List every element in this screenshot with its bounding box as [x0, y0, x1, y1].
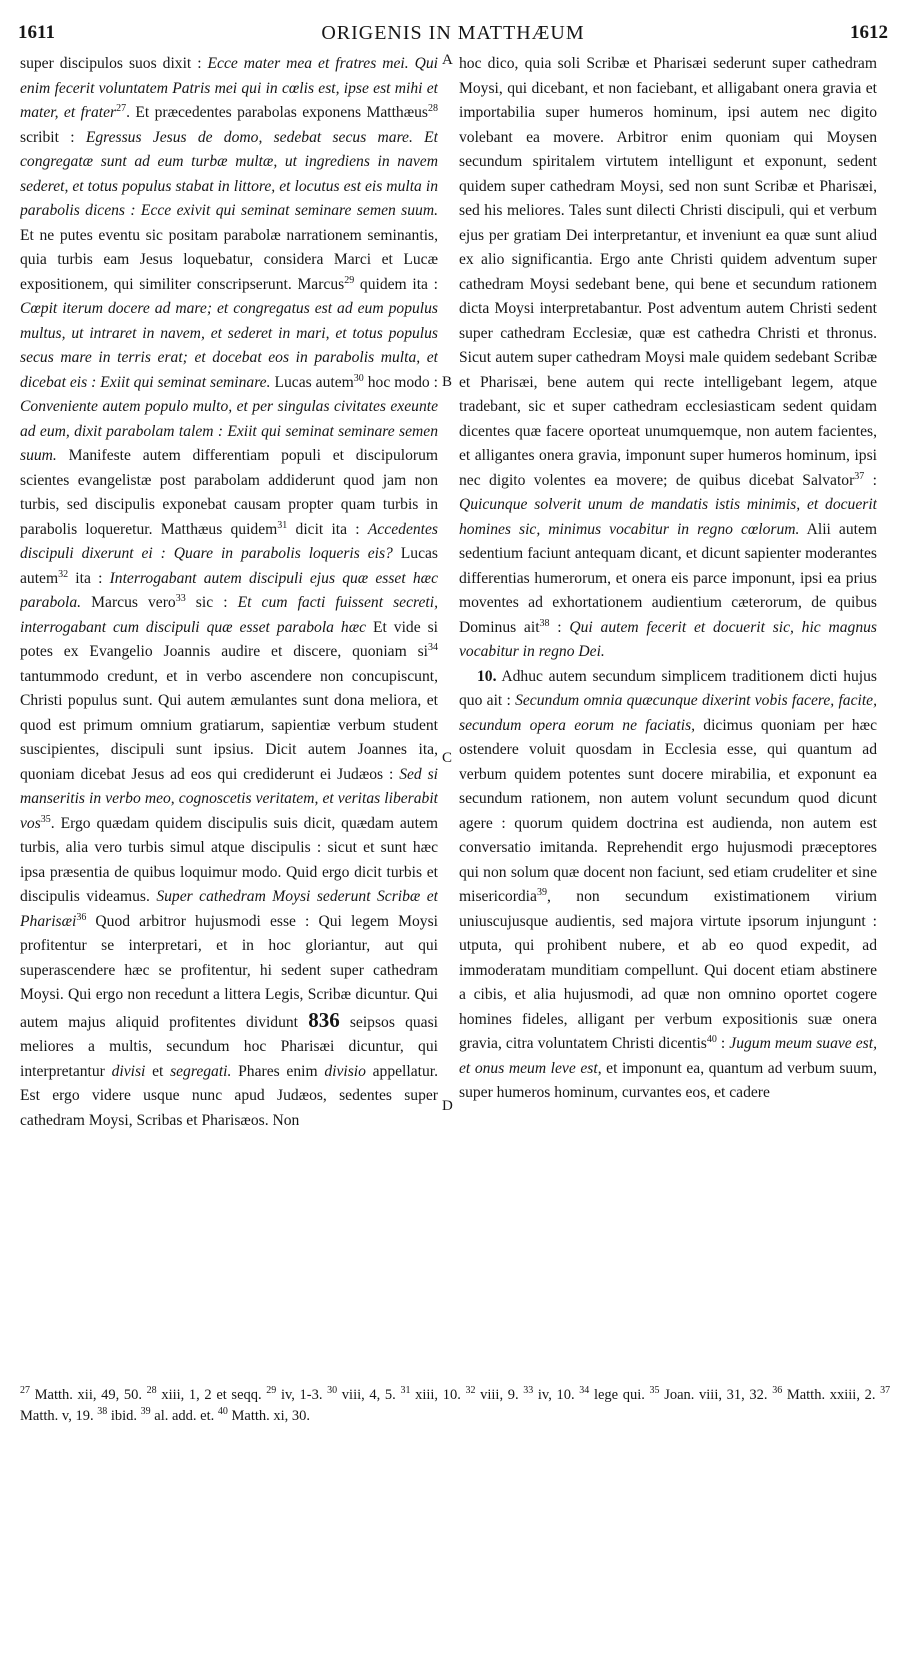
- text-run: . Ergo quædam quidem discipulis suis dicit, quædam autem turbis, alia vero turbis simul atque discipulis : sicut et sunt hæc ipsa præsentia de quibus loquimur modo. Quid ergo dicit turbis et discipulis videamus.: [20, 814, 438, 905]
- footnote-ref: 30: [353, 372, 364, 384]
- footnote-text: lege qui.: [589, 1387, 645, 1403]
- section-number: 10.: [477, 667, 497, 685]
- paragraph: [459, 665, 877, 1106]
- text-run: , et imponunt ea, quantum ad verbum suum, super humeros hominum, curvantes eos, et cadere: [459, 1059, 877, 1101]
- text-run: ita :: [68, 569, 110, 587]
- italic-text: Et cum facti fuissent secreti, interrogabant cum discipuli quæ esset parabola hæc: [20, 594, 438, 636]
- text-run: tantummodo credunt, et in verbo ascendere non concupiscunt, Christi populus sunt. Qui autem æmulantes sunt dona meliora, et quod est primum omnium gratiarum, sapientiæ verbum student suscipientes, discipuli sunt ipsius. Dicit autem Joannes ita, quoniam dicebat Jesus ad eos qui crediderunt ei Judæos :: [20, 667, 438, 783]
- margin-letter-d: D: [442, 1098, 453, 1114]
- footnote-ref: 27: [116, 102, 127, 114]
- footnote-ref: 34: [428, 641, 438, 653]
- footnote-ref: 37: [854, 470, 865, 482]
- right-page-number: 1612: [850, 22, 888, 43]
- italic-text: Sed si manseritis in verbo meo, cognoscetis veritatem, et veritas liberabit vos: [20, 765, 438, 832]
- text-run: Quod arbitror hujusmodi esse : Qui legem Moysi profitentur se interpretari, et in hoc gloriantur, aut qui superascendere hæc se profitentur, hi sedent super cathedram Moysi. Qui ergo non recedunt a littera Legis, Scribæ dicuntur. Qui autem majus aliquid profitentes dividunt: [20, 912, 438, 1031]
- footnote: [523, 1387, 574, 1403]
- text-run: Alii autem sedentium faciunt antequam dicant, et dicunt sapienter moderantes differentias humerorum, et onera eis parce imponunt, ipsi ea prius moventes ad exhortationem audientium cæterorum, de quibus Dominus ait: [459, 520, 877, 636]
- footnote-text: Joan. viii, 31, 32.: [659, 1387, 768, 1403]
- footnote: [465, 1387, 518, 1403]
- footnote-number: 35: [649, 1385, 660, 1397]
- footnote-text: xiii, 1, 2 et seqq.: [156, 1387, 262, 1403]
- footnote-text: Matth. v, 19.: [20, 1408, 94, 1424]
- footnote: [579, 1387, 645, 1403]
- footnote: [147, 1387, 262, 1403]
- footnote-ref: 28: [428, 102, 438, 114]
- margin-letter-a: A: [442, 52, 453, 68]
- text-run: Lucas autem: [20, 545, 438, 587]
- footnote-number: 28: [146, 1385, 157, 1397]
- footnote: [327, 1387, 396, 1403]
- footnote: [772, 1387, 875, 1403]
- text-run: scribit :: [20, 128, 86, 146]
- paragraph: [20, 52, 438, 1133]
- footnote: [20, 1387, 142, 1403]
- footnote-ref: 31: [277, 519, 288, 531]
- footnote-number: 30: [327, 1385, 338, 1397]
- text-run: hoc modo :: [363, 373, 438, 391]
- footnote-number: 32: [465, 1385, 476, 1397]
- text-run: Lucas autem: [270, 373, 354, 391]
- italic-text: Quicunque solverit unum de mandatis istis minimis, et docuerit homines sic, minimus vocabitur in regno cœlorum.: [459, 496, 877, 538]
- text-run: , non secundum existimationem virium uniuscujusque audientis, sed majora virtute ipsorum injungunt : utputa, qui prohibent nubere, et ab eo quod expedit, ad immoderatam munditiam compellunt. Qui docent etiam abstinere a cibis, et alia hujusmodi, ad quæ non omnino oportet cogere homines fideles, alligant per verbum expositionis suæ onera gravia, citra voluntatem Christi dicentis: [459, 888, 877, 1052]
- footnote-text: iv, 1-3.: [276, 1387, 323, 1403]
- footnote-ref: 40: [706, 1033, 717, 1045]
- footnote-ref: 32: [58, 568, 69, 580]
- text-run: seipsos quasi meliores a multis, secundum hoc Pharisæi dicuntur, qui interpretantur: [20, 1013, 438, 1080]
- italic-text: Jugum meum suave est, et onus meum leve est: [459, 1035, 877, 1077]
- migne-column-number: 836: [308, 1007, 340, 1032]
- text-run: sic :: [185, 594, 238, 611]
- text-run: Phares enim: [231, 1062, 325, 1080]
- text-run: super discipulos suos dixit :: [20, 55, 208, 72]
- text-run: . Et præcedentes parabolas exponens Matthæus: [126, 104, 428, 121]
- text-run: et: [145, 1062, 171, 1080]
- footnote-text: iv, 10.: [533, 1387, 575, 1403]
- footnote: [141, 1408, 215, 1424]
- italic-text: Cœpit iterum docere ad mare; et congregatus est ad eum populus multus, ut intraret in navem, et sederet in mari, et totus populus secus mare in terris erat; et docebat eos in parabolis multa, et dicebat eis : Exiit qui seminat seminare.: [20, 300, 438, 391]
- italic-text: Accedentes discipuli dixerunt ei : Quare in parabolis loqueris eis?: [20, 520, 438, 562]
- italic-text: Ecce mater mea et fratres mei. Qui enim fecerit voluntatem Patris mei qui in cœlis est, ipse est mihi et mater, et frater: [20, 55, 438, 121]
- footnote-ref: 35: [40, 813, 51, 825]
- footnote-ref: 36: [76, 911, 87, 923]
- italic-text: divisi: [111, 1062, 146, 1080]
- footnote-text: viii, 9.: [475, 1387, 519, 1403]
- margin-letter-c: C: [442, 750, 453, 766]
- footnote-number: 33: [523, 1385, 534, 1397]
- text-run: hoc dico, quia soli Scribæ et Pharisæi sederunt super cathedram Moysi, qui dicebant, et non faciebant, et alligabant onera gravia et importabilia super humeros hominum, ipsi autem nec digito volebant ea movere. Arbitror enim quoniam qui Moysen secundum spiritalem virtutem intelligunt et exponunt, sedent quidem super cathedram Moysi, sed non sunt Scribæ et Pharisæi, sed his meliores. Tales sunt dilecti Christi discipuli, qui et verbum ejus per gratiam Dei interpretantur, et inveniunt ea quæ sunt aliud ex alio significantia. Ergo ante Christi quidem adventum super cathedram Moysi sedebant bene, qui bene et secundum rationem dicta Moysi interpretabantur. Post adventum autem Christi sedent super cathedram Ecclesiæ, quæ est cathedra Christi et thronus. Sicut autem super cathedram Moysi male quidem sedebant Scribæ et Pharisæi, bene autem qui recte intelligebant legem, atque tradebant, sic et super cathedram ecclesiasticam sedent quidam dicentes quæ facere oporteat unumquemque, non autem facientes, et alligantes onera gravia, imponunt super humeros hominum, ipsi nec digito volentes ea movere; de quibus dicebat Salvator: [459, 55, 877, 489]
- text-run: Manifeste autem differentiam populi et discipulorum scientes evangelistæ post parabolam addiderunt quod jam non turbis, sed discipulis exponebat causam propter quam turbis in parabolis loqueretur. Matthæus quidem: [20, 447, 438, 538]
- text-run: dicit ita :: [287, 520, 368, 538]
- footnote-text: Matth. xi, 30.: [227, 1408, 311, 1424]
- footnote-number: 29: [266, 1385, 277, 1397]
- footnotes: [20, 1385, 890, 1427]
- footnote-text: Matth. xxiii, 2.: [782, 1387, 876, 1403]
- italic-text: Qui autem fecerit et docuerit sic, hic magnus vocabitur in regno Dei.: [459, 618, 877, 660]
- footnote: [650, 1387, 768, 1403]
- footnote-ref: 38: [539, 617, 550, 629]
- footnote-ref: 33: [175, 592, 186, 604]
- footnote-number: 40: [217, 1406, 228, 1418]
- footnote-number: 36: [772, 1385, 783, 1397]
- italic-text: Interrogabant autem discipuli ejus quæ esset hæc parabola.: [20, 569, 438, 611]
- footnote-text: viii, 4, 5.: [337, 1387, 396, 1403]
- text-run: :: [716, 1035, 730, 1052]
- text-run: Marcus vero: [81, 594, 176, 611]
- text-run: Adhuc autem secundum simplicem traditionem dicti hujus quo ait :: [459, 667, 877, 709]
- footnote-text: Matth. xii, 49, 50.: [30, 1387, 143, 1403]
- italic-text: Egressus Jesus de domo, sedebat secus mare. Et congregatæ sunt ad eum turbæ multæ, ut ingrediens in navem sederet, et totus populus stabat in littore, et locutus est eis multa in parabolis dicens : Ecce exivit qui seminat seminare semen suum.: [20, 128, 438, 219]
- italic-text: segregati.: [170, 1062, 232, 1080]
- text-run: :: [864, 471, 877, 489]
- footnote: [266, 1387, 322, 1403]
- footnote: [218, 1408, 310, 1424]
- footnote-number: 34: [579, 1385, 590, 1397]
- text-run: dicimus quoniam per hæc ostendere voluit quosdam in Ecclesia esse, qui quantum ad verbum quidem potentes sunt docere mirabilia, et exponunt ea secundum rationem, non autem volunt secundum quod dicunt agere : quorum quidem doctrina est audienda, non autem est conversatio imitanda. Reprehendit ergo hujusmodi præceptores qui non solum quæ docent non faciunt, sed etiam crudeliter et sine misericordia: [459, 716, 877, 905]
- footnote-text: ibid.: [107, 1408, 138, 1424]
- text-run: Et ne putes eventu sic positam parabolæ narrationem seminantis, quia turbis eam Jesus loquebatur, considera Marci et Lucæ expositionem, qui similiter conscripserunt. Marcus: [20, 226, 438, 293]
- left-page-number: 1611: [18, 22, 55, 43]
- italic-text: Super cathedram Moysi sederunt Scribæ et Pharisæi: [20, 888, 438, 930]
- footnote-number: 27: [20, 1385, 30, 1397]
- text-run: :: [549, 618, 570, 636]
- footnote-text: xiii, 10.: [410, 1387, 461, 1403]
- margin-letter-b: B: [442, 374, 453, 390]
- text-run: Et vide si potes ex Evangelio Joannis audire et discere, quoniam si: [20, 618, 438, 660]
- running-title: ORIGENIS IN MATTHÆUM: [321, 22, 585, 44]
- italic-text: Secundum omnia quæcunque dixerint vobis facere, facite, secundum opera eorum ne faciatis,: [459, 692, 877, 734]
- footnote-ref: 29: [344, 274, 355, 286]
- footnote-number: 37: [880, 1385, 891, 1397]
- footnote: [97, 1408, 137, 1424]
- footnote: [400, 1387, 460, 1403]
- italic-text: Conveniente autem populo multo, et per singulas civitates exeunte ad eum, dixit parabolam talem : Exiit qui seminat seminare semen suum.: [20, 398, 438, 464]
- footnote-ref: 39: [536, 886, 547, 898]
- footnote-number: 31: [400, 1385, 411, 1397]
- footnote-number: 38: [97, 1406, 108, 1418]
- text-run: quidem ita :: [354, 275, 438, 293]
- text-run: appellatur. Est ergo videre usque nunc apud Judæos, sedentes super cathedram Moysi, Scribas et Pharisæos. Non: [20, 1062, 438, 1129]
- footnote-number: 39: [140, 1406, 151, 1418]
- page-header: [18, 22, 888, 48]
- italic-text: divisio: [324, 1062, 366, 1080]
- paragraph: [459, 52, 877, 665]
- footnote-text: al. add. et.: [150, 1408, 215, 1424]
